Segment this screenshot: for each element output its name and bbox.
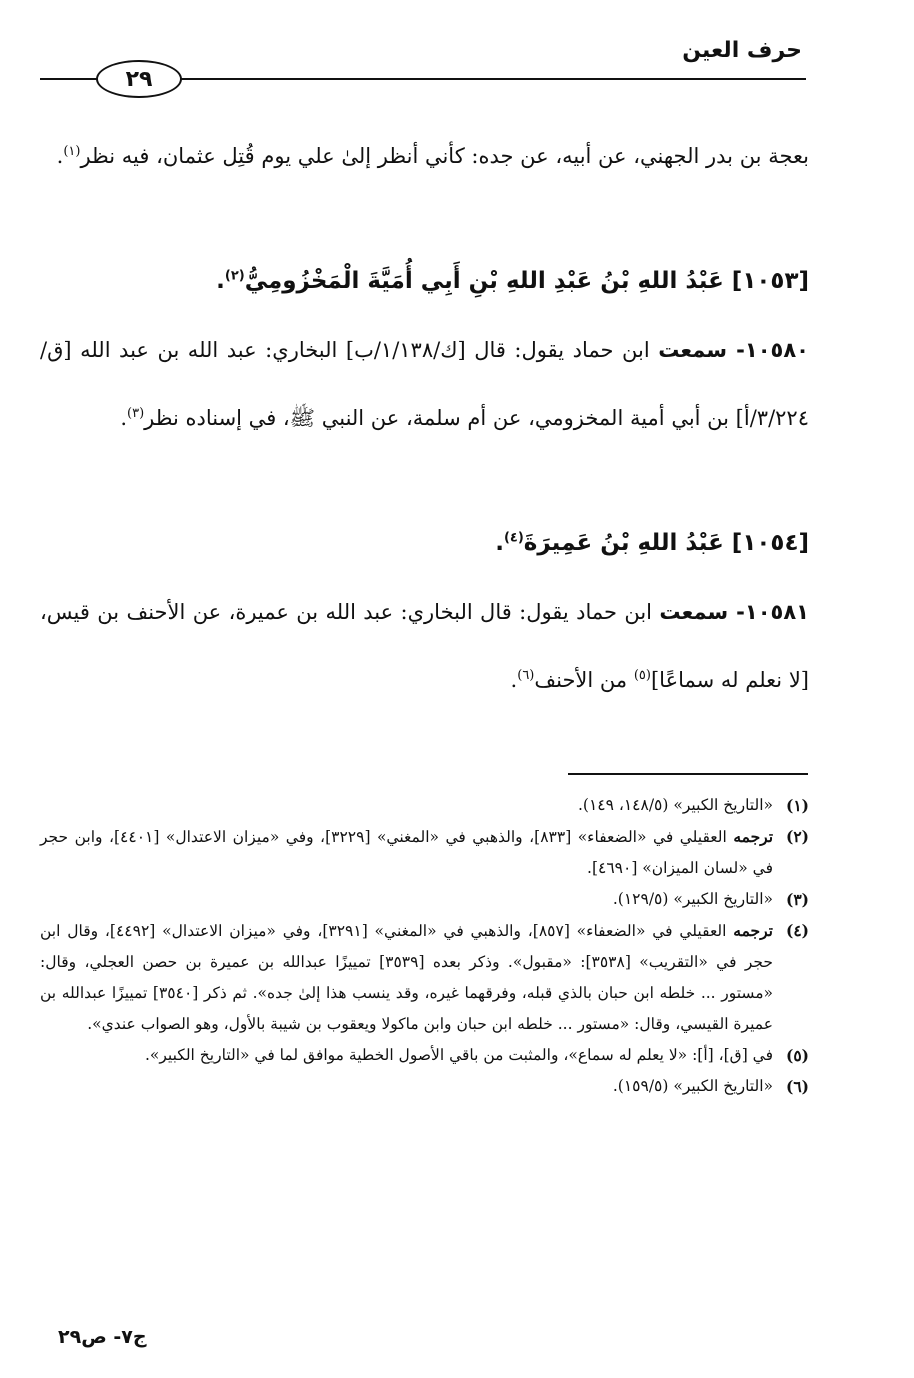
page-number-badge: ٢٩ (96, 60, 182, 98)
footnote-lead: ترجمه (733, 921, 773, 940)
footnote-text: العقيلي في «الضعفاء» [٨٥٧]، والذهبي في «المغني» [٣٢٩١]، وفي «ميزان الاعتدال» [٤٤٩٢]، وقال ابن حجر في «التقريب» [٣٥٣٨]: «مقبول». وذكر بعده [٣٥٣٩] تمييزًا عبدالله بن عميرة بن حصن العجلي، وقال: «مستور ... خلطه ابن حبان بالذي قبله، وفرقهما غيره، وقد ينسب هذا إلىٰ جده». ثم ذكر [٣٥٤٠] تمييزًا عبدالله بن عميرة القيسي، وقال: «مستور ... خلطه ابن حبان وابن ماكولا ويعقوب بن شيبة بالأول، وهو الصواب عندي». (40, 922, 773, 1033)
entry-heading-text: [١٠٥٣] عَبْدُ اللهِ بْنُ عَبْدِ اللهِ بْنِ أَبِي أُمَيَّةَ الْمَخْزُومِيُّ (244, 268, 809, 294)
narration-number: ١٠٥٨١- سمعت (659, 600, 809, 624)
footnote-lead: ترجمه (733, 827, 774, 846)
footnote-number: (٤) (785, 921, 809, 940)
narration-number: ١٠٥٨٠- سمعت (658, 338, 809, 362)
paragraph-text: بعجة بن بدر الجهني، عن أبيه، عن جده: كأني أنظر إلىٰ علي يوم قُتِل عثمان، فيه نظر (80, 144, 809, 168)
narration-text: من الأحنف (534, 668, 628, 692)
footnote-text: «التاريخ الكبير» (١٥٩/٥). (612, 1077, 773, 1095)
narration-text: ابن حماد يقول: قال البخاري: عبد الله بن عميرة، عن الأحنف بن قيس، [لا نعلم له سماعًا] (40, 600, 809, 692)
footnote (40, 1071, 809, 1102)
footnote-text: العقيلي في «الضعفاء» [٨٣٣]، والذهبي في «المغني» [٣٢٢٩]، وفي «ميزان الاعتدال» [٤٤٠١]، وابن حجر في «لسان الميزان» [٤٦٩٠]. (40, 828, 773, 877)
footnote-number: (٣) (785, 890, 809, 909)
footnote (40, 1040, 809, 1071)
footnote (40, 884, 809, 915)
footnote-ref: (٤) (503, 530, 524, 546)
footnote-ref: (٥) (633, 668, 651, 683)
narration-text: ابن حماد يقول: قال [ك/١/١٣٨/ب] البخاري: عبد الله بن عبد الله [ق/٣/٢٢٤/أ] بن أبي أمية المخزومي، عن أم سلمة، عن النبي ﷺ، في إسناده نظر (40, 338, 809, 430)
chapter-title: حرف العين (682, 38, 802, 63)
footnote-number: (٢) (785, 827, 809, 846)
footnote-ref: (٣) (127, 406, 145, 421)
footnote (40, 915, 809, 1040)
footnote-text: «التاريخ الكبير» (١٤٨/٥، ١٤٩). (577, 796, 773, 814)
entry-heading: [١٠٥٤] عَبْدُ اللهِ بْنُ عَمِيرَةَ$^{(٤)}$. (495, 530, 809, 556)
entry-heading-text: [١٠٥٤] عَبْدُ اللهِ بْنُ عَمِيرَةَ (523, 530, 809, 556)
footnote-number: (٥) (785, 1046, 809, 1065)
volume-page-footer: ج٧- ص٢٩ (58, 1326, 147, 1348)
footnote-ref: (١) (63, 144, 81, 159)
footnote (40, 821, 809, 884)
footnote-number: (٦) (785, 1077, 809, 1096)
footnote-number: (١) (785, 796, 809, 815)
footnote-rule (568, 773, 808, 775)
footnote-ref: (٦) (517, 668, 535, 683)
footnotes (40, 790, 809, 1102)
footnote-text: «التاريخ الكبير» (١٢٩/٥). (612, 890, 773, 908)
entry-heading: [١٠٥٣] عَبْدُ اللهِ بْنُ عَبْدِ اللهِ بْنِ أَبِي أُمَيَّةَ الْمَخْزُومِيُّ$^{(٢)}$. (216, 268, 809, 294)
entry-body: ١٠٥٨١- سمعت ابن حماد يقول: قال البخاري: عبد الله بن عميرة، عن الأحنف بن قيس، [لا نعلم له سماعًا]$^{(٥)}$ من الأحنف$^{(٦)}$. (40, 600, 809, 692)
paragraph-continuation: بعجة بن بدر الجهني، عن أبيه، عن جده: كأني أنظر إلىٰ علي يوم قُتِل عثمان، فيه نظر$^{(١)}$. (56, 144, 809, 168)
entry-body: ١٠٥٨٠- سمعت ابن حماد يقول: قال [ك/١/١٣٨/ب] البخاري: عبد الله بن عبد الله [ق/٣/٢٢٤/أ] بن أبي أمية المخزومي، عن أم سلمة، عن النبي ﷺ، في إسناده نظر$^{(٣)}$. (40, 338, 809, 430)
footnote-text: في [ق]، [أ]: «لا يعلم له سماع»، والمثبت من باقي الأصول الخطية موافق لما في «التاريخ الكبير». (144, 1046, 773, 1064)
footnote-ref: (٢) (224, 268, 245, 284)
footnote (40, 790, 809, 821)
